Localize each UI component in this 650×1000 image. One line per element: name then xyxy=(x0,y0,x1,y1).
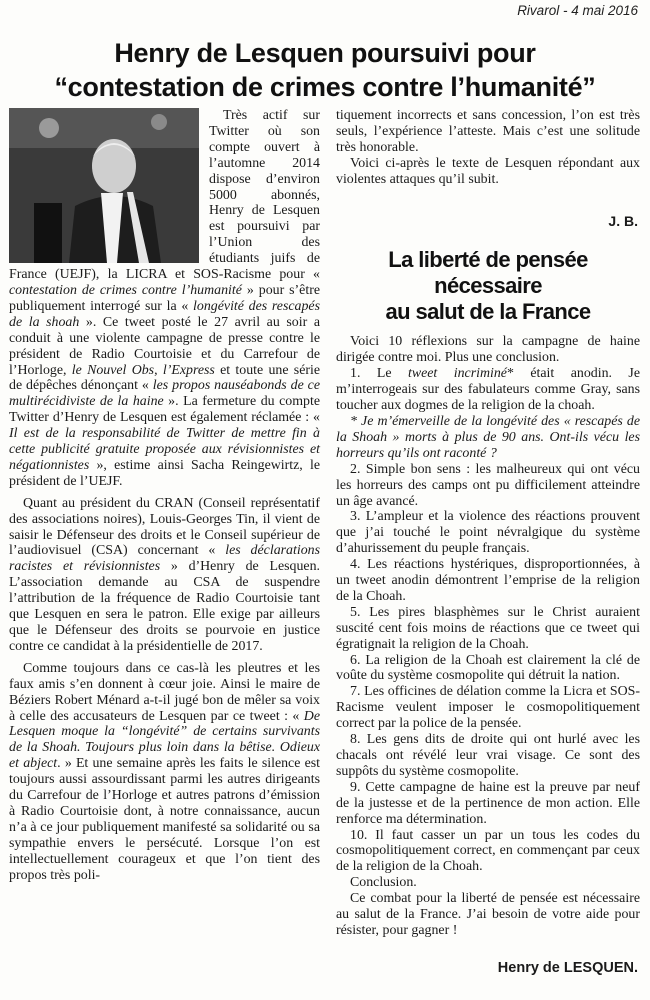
reflection-1: 1. Le tweet incriminé* était anodin. Je m’interrogeais sur des fabulateurs comme Gray, sans toucher aux dogmes de la religion de la choah. xyxy=(336,366,641,414)
statement-title-line-1: La liberté de pensée nécessaire xyxy=(388,247,588,299)
headline-line-2: “contestation de crimes contre l’humanité” xyxy=(54,72,596,102)
headline-line-1: Henry de Lesquen poursuivi pour xyxy=(114,38,536,68)
reflection-10: 10. Il faut casser un par un tous les codes du cosmopolitiquement correct, en commençant par ceux de la religion de la Choah. xyxy=(336,827,640,875)
reflection-8: 8. Les gens dits de droite qui ont hurlé avec les chacals ont révélé leur vrai visage. Ce sont des suppôts du système cosmopolite. xyxy=(336,732,640,779)
author-initials: J. B. xyxy=(608,212,638,229)
reflection-2: 2. Simple bon sens : les malheureux qui ont vécu les horreurs des camps ont pu difficilement atteindre un âge avancé. xyxy=(336,461,640,509)
reflection-1-footnote: * Je m’émerveille de la longévité des « rescapés de la Shoah » morts à plus de 90 ans. Ont-ils vécu les horreurs qu’ils ont raconté ? xyxy=(336,413,640,461)
speaker-photo xyxy=(9,108,199,263)
article-paragraph-4: tiquement incorrects et sans concession, l’on est très seuls, l’expérience l’atteste. Mais c’est une solitude très honorable. xyxy=(336,108,640,155)
masthead: Rivarol - 4 mai 2016 xyxy=(517,3,638,18)
article-paragraph-1: Très actif sur Twitter où son compte ouvert à l’automne 2014 dispose d’environ 5000 abonnés, Henry de Lesquen est poursuivi par l’Union des étudiants juifs de France (UEJF), la LICRA et SOS-Racisme pour « contestation de crimes contre l’humanité » pour s’être publiquement interrogé sur la « longévité des rescapés de la shoah ». Ce tweet posté le 27 avril au soir a conduit à une violente campagne de presse contre le président de Radio Courtoisie et du Carrefour de l’Horloge, le Nouvel Obs, l’Express et toute une série de dépêches dénonçant « les propos nauséabonds de ce multirécidiviste de la haine ». La fermeture du compte Twitter d’Henry de Lesquen est également réclamée : « Il est de la responsabilité de Twitter de mettre fin à cette publicité gratuite proposée aux révisionnistes et négationnistes », estime ainsi Sacha Reingewirtz, le président de l’UEJF. xyxy=(9,108,321,489)
article-paragraph-3: Comme toujours dans ce cas-là les pleutres et les faux amis s’en donnent à cœur joie. Ainsi le maire de Béziers Robert Ménard a-t-il jugé bon de mêler sa voix à celle des accusateurs de Lesquen par ce tweet : « De Lesquen moque la “longévité” de certains survivants de la Shoah. Toujours plus loin dans la bêtise. Odieux et abject. » Et une semaine après les faits le silence est toujours aussi assourdissant parmi les autres dirigeants du Carrefour de l’Horloge et autres patrons d’émission à Radio Courtoisie dont, à notre connaissance, aucun n’a à ce jour publiquement manifesté sa solidarité ou sa sympathie envers le persécuté. Lorsque l’on est intellectuellement courageux et que l’on tient des propos très poli- xyxy=(9,660,321,883)
reflection-9: 9. Cette campagne de haine est la preuve par neuf de la justesse et de la pertinence de mon action. Elle renforce ma détermination. xyxy=(336,779,640,827)
right-column xyxy=(336,108,640,977)
statement-title-line-2: au salut de la France xyxy=(385,299,591,325)
reflection-6: 6. La religion de la Choah est clairement la clé de voûte du système cosmopolite qui détruit la nation. xyxy=(336,652,640,684)
reflection-4: 4. Les réactions hystériques, disproportionnées, à un tweet anodin démontrent l’emprise de la religion de la Choah. xyxy=(336,557,640,604)
left-column xyxy=(9,108,320,884)
reflection-5: 5. Les pires blasphèmes sur le Christ auraient suscité cent fois moins de réactions que ce tweet qui égratignait la religion de la Choah. xyxy=(336,604,640,652)
article-paragraph-5: Voici ci-après le texte de Lesquen répondant aux violentes attaques qu’il subit. xyxy=(336,155,640,187)
speaker-photo-illustration xyxy=(9,108,199,263)
author-signature: Henry de LESQUEN. xyxy=(497,959,638,976)
conclusion-label: Conclusion. xyxy=(350,875,417,891)
statement-intro: Voici 10 réflexions sur la campagne de haine dirigée contre moi. Plus une conclusion. xyxy=(336,334,640,366)
reflection-3: 3. L’ampleur et la violence des réactions prouvent que j’ai touché le point névralgique du système d’ahurissement du peuple français. xyxy=(336,509,640,557)
conclusion-text: Ce combat pour la liberté de pensée est nécessaire au salut de la France. J’ai besoin de votre aide pour résister, pour gagner ! xyxy=(336,891,640,938)
statement-title xyxy=(336,247,640,325)
headline xyxy=(0,36,650,104)
reflection-7: 7. Les officines de délation comme la Licra et SOS-Racisme veulent imposer le cosmopolitiquement correct par la police de la pensée. xyxy=(336,684,640,732)
article-paragraph-2: Quant au président du CRAN (Conseil représentatif des associations noires), Louis-Georges Tin, il vient de saisir le Défenseur des droits et le Conseil supérieur de l’audiovisuel (CSA) concernant « les déclarations racistes et révisionnistes » d’Henry de Lesquen. L’association demande au CSA de suspendre l’attribution de la fréquence de Radio Courtoisie tant que Lesquen en sera le patron. Elle exige par ailleurs que le Défenseur des droits se pourvoie en justice contre ce candidat à la présidentielle de 2017. xyxy=(9,495,321,654)
